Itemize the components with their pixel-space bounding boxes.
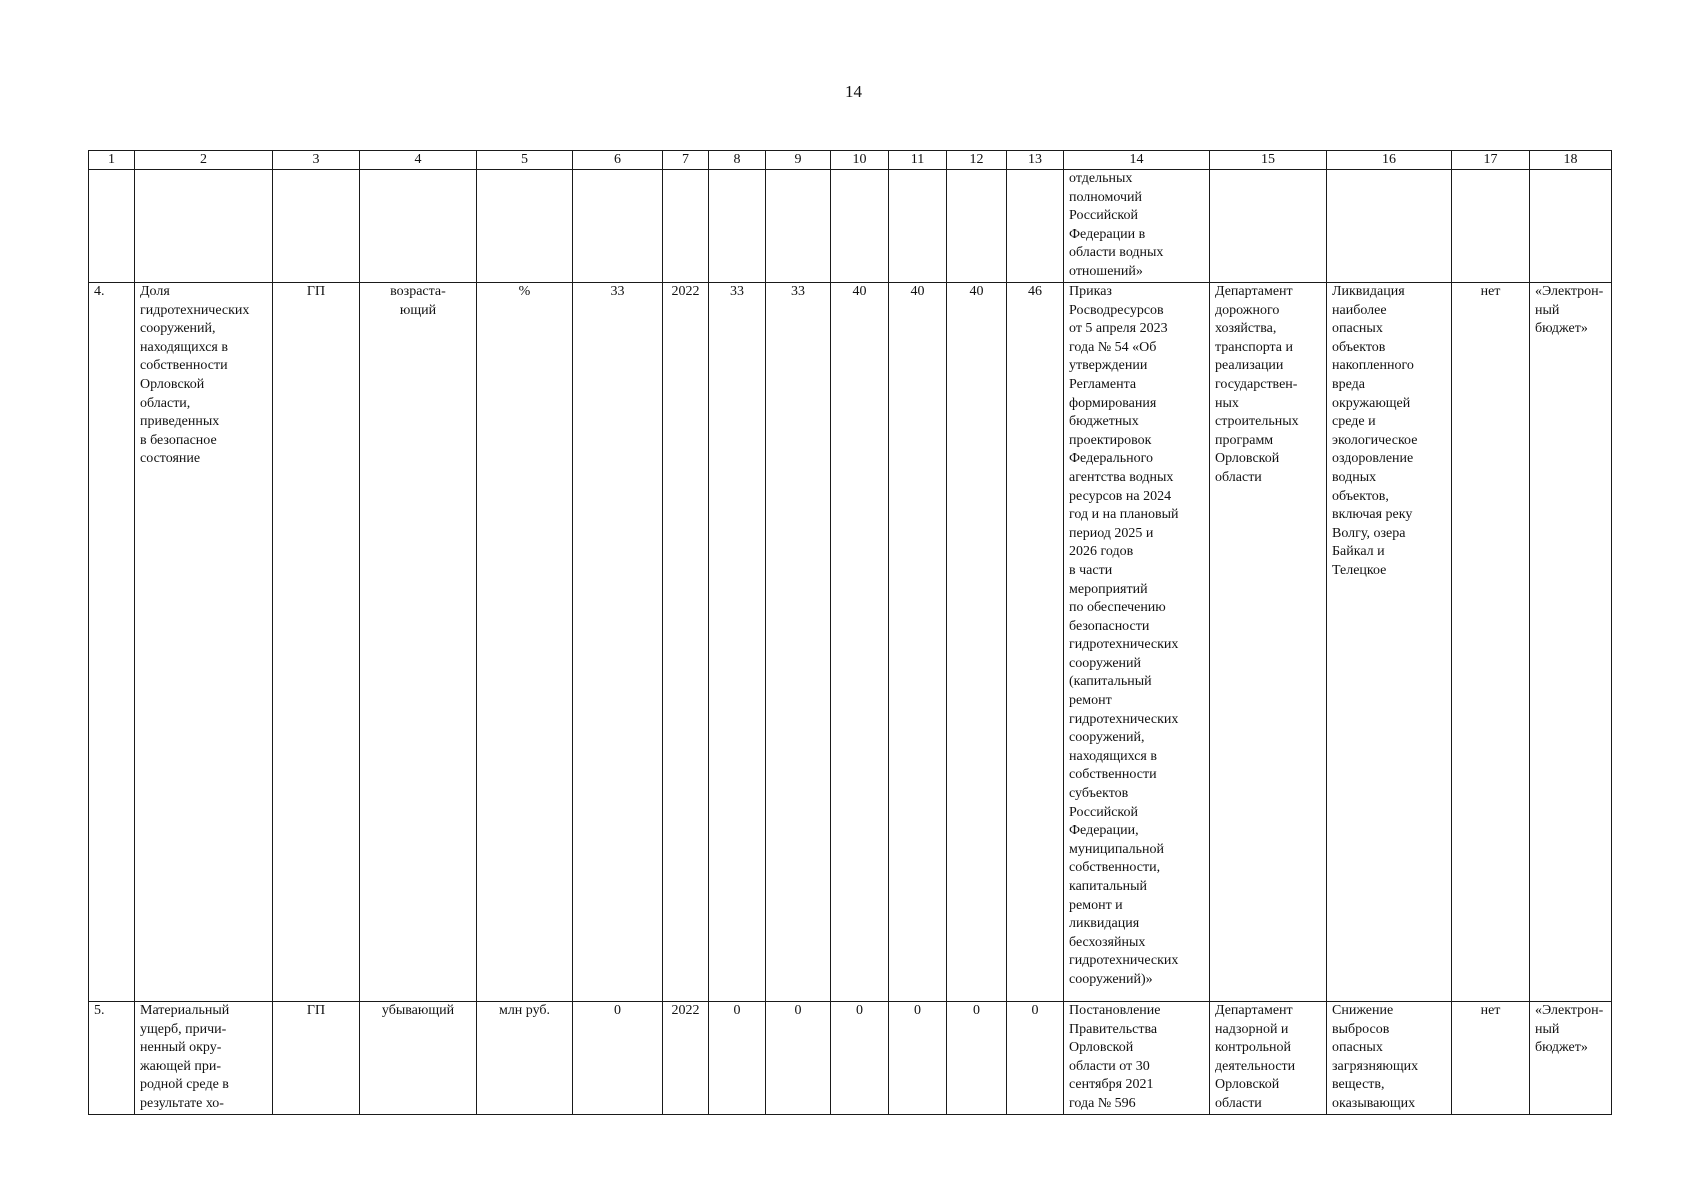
- table-cell: [573, 170, 663, 283]
- legal-document: Приказ Росводресурсов от 5 апреля 2023 года № 54 «Об утверждении Регламента формирования бюджетных проектировок Федерального агентства водных ресурсов на 2024 год и на плановый период 2025 и 2026 годов в части мероприятий по обеспечению безопасности гидротехнических сооружений (капитальный ремонт гидротехнических сооружений, находящихся в собственности субъектов Российской Федерации, муниципальной собственности, капитальный ремонт и ликвидация бесхозяйных гидротехнических сооружений)»: [1064, 283, 1210, 1002]
- header-cell: 7: [663, 151, 709, 170]
- indicator-trend: убывающий: [360, 1002, 477, 1115]
- header-cell: 8: [709, 151, 766, 170]
- table-cell: [135, 170, 273, 283]
- row-number: 5.: [89, 1002, 135, 1115]
- table-cell: отдельных полномочий Российской Федерации в области водных отношений»: [1064, 170, 1210, 283]
- unit: %: [477, 283, 573, 1002]
- legal-document: Постановление Правительства Орловской области от 30 сентября 2021 года № 596: [1064, 1002, 1210, 1115]
- table-cell: [831, 170, 889, 283]
- indicator-trend: возраста- ющий: [360, 283, 477, 1002]
- header-cell: 5: [477, 151, 573, 170]
- value-cell: 0: [1007, 1002, 1064, 1115]
- table-cell: [477, 170, 573, 283]
- value-cell: 33: [766, 283, 831, 1002]
- table-row: [89, 283, 1612, 1002]
- indicator-table: [88, 150, 1612, 1115]
- flag-cell: нет: [1452, 1002, 1530, 1115]
- unit: млн руб.: [477, 1002, 573, 1115]
- value-cell: 0: [709, 1002, 766, 1115]
- header-cell: 18: [1530, 151, 1612, 170]
- base-value: 33: [573, 283, 663, 1002]
- header-cell: 2: [135, 151, 273, 170]
- value-cell: 0: [947, 1002, 1007, 1115]
- page-number: 14: [845, 82, 862, 101]
- table-cell: [1530, 170, 1612, 283]
- header-cell: 13: [1007, 151, 1064, 170]
- base-year: 2022: [663, 1002, 709, 1115]
- header-row: [89, 151, 1612, 170]
- table-cell: [889, 170, 947, 283]
- indicator-name: Материальный ущерб, причи- ненный окру- жающей при- родной среде в результате хо-: [135, 1002, 273, 1115]
- header-cell: 15: [1210, 151, 1327, 170]
- header-cell: 9: [766, 151, 831, 170]
- responsible-body: Департамент надзорной и контрольной деятельности Орловской области: [1210, 1002, 1327, 1115]
- base-year: 2022: [663, 283, 709, 1002]
- header-cell: 17: [1452, 151, 1530, 170]
- value-cell: 40: [947, 283, 1007, 1002]
- header-cell: 14: [1064, 151, 1210, 170]
- header-cell: 4: [360, 151, 477, 170]
- goal-link: Ликвидация наиболее опасных объектов накопленного вреда окружающей среде и экологическое оздоровление водных объектов, включая реку Волгу, озера Байкал и Телецкое: [1327, 283, 1452, 1002]
- header-cell: 3: [273, 151, 360, 170]
- header-cell: 12: [947, 151, 1007, 170]
- table-cell: [1210, 170, 1327, 283]
- goal-link: Снижение выбросов опасных загрязняющих веществ, оказывающих: [1327, 1002, 1452, 1115]
- value-cell: 0: [831, 1002, 889, 1115]
- value-cell: 46: [1007, 283, 1064, 1002]
- row-number: 4.: [89, 283, 135, 1002]
- header-cell: 6: [573, 151, 663, 170]
- table-cell: [360, 170, 477, 283]
- table-cell: [1007, 170, 1064, 283]
- value-cell: 40: [831, 283, 889, 1002]
- table-cell: [663, 170, 709, 283]
- table-row: [89, 170, 1612, 283]
- value-cell: 33: [709, 283, 766, 1002]
- table-cell: [1327, 170, 1452, 283]
- indicator-level: ГП: [273, 283, 360, 1002]
- flag-cell: нет: [1452, 283, 1530, 1002]
- table-row: [89, 1002, 1612, 1115]
- value-cell: 0: [889, 1002, 947, 1115]
- table-cell: [947, 170, 1007, 283]
- table-cell: [1452, 170, 1530, 283]
- indicator-name: Доля гидротехнических сооружений, находящихся в собственности Орловской области, приведенных в безопасное состояние: [135, 283, 273, 1002]
- table-cell: [766, 170, 831, 283]
- indicator-level: ГП: [273, 1002, 360, 1115]
- info-system: «Электрон- ный бюджет»: [1530, 283, 1612, 1002]
- table-cell: [89, 170, 135, 283]
- header-cell: 11: [889, 151, 947, 170]
- info-system: «Электрон- ный бюджет»: [1530, 1002, 1612, 1115]
- base-value: 0: [573, 1002, 663, 1115]
- table-cell: [709, 170, 766, 283]
- header-cell: 10: [831, 151, 889, 170]
- responsible-body: Департамент дорожного хозяйства, транспорта и реализации государствен- ных строительных программ Орловской области: [1210, 283, 1327, 1002]
- header-cell: 16: [1327, 151, 1452, 170]
- header-cell: 1: [89, 151, 135, 170]
- table-cell: [273, 170, 360, 283]
- value-cell: 0: [766, 1002, 831, 1115]
- value-cell: 40: [889, 283, 947, 1002]
